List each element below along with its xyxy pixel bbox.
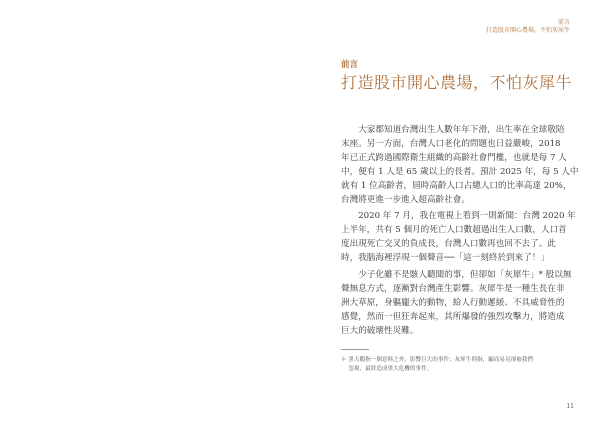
running-header-subtitle: 打造股市開心農場，不怕灰犀牛 xyxy=(485,27,570,34)
chapter-title: 打造股市開心農場，不怕灰犀牛 xyxy=(341,73,573,92)
text-line: 洲大草原，身軀龐大的動物，給人行動遲緩、不具威脅性的 xyxy=(341,297,565,308)
footnote xyxy=(341,356,566,374)
text-line: 年已正式跨過國際衛生組織的高齡社會門檻，也就是每 7 人 xyxy=(341,152,567,163)
paragraph-1 xyxy=(341,124,579,207)
right-page xyxy=(300,0,600,426)
paragraph-2 xyxy=(341,210,576,266)
text-line: 少子化雖不是駭人聽聞的事，但卻如「灰犀牛」* 般以無 xyxy=(341,270,572,281)
text-line: 巨大的破壞性災難。 xyxy=(341,325,419,336)
text-line: 上半年，共有 5 個月的死亡人口數超過出生人口數，人口首 xyxy=(341,225,567,236)
running-header xyxy=(486,19,570,35)
page-number: 11 xyxy=(566,403,574,410)
text-line: 2020 年 7 月，我在電視上看到一則新聞：台灣 2020 年 xyxy=(341,211,576,222)
text-line: 大家都知道台灣出生人數年年下滑，出生率在全球敬陪 xyxy=(341,125,565,135)
footnote-divider xyxy=(341,349,369,350)
text-line: 中，便有 1 人是 65 歲以上的長者。預計 2025 年，每 5 人中 xyxy=(341,166,579,177)
text-line: 台灣將更進一步進入超高齡社會。 xyxy=(341,194,470,205)
text-line: 就有 1 位高齡者，屆時高齡人口占總人口的比率高達 20%， xyxy=(341,180,572,191)
text-line: 時，我腦海裡浮現一個聲音──「這一刻終於到來了！」 xyxy=(341,253,550,264)
text-line: 感覺，然而一但狂奔起來，其所爆發的強烈攻擊力，將造成 xyxy=(341,311,565,322)
text-line: 度出現死亡交叉的負成長，台灣人口數再也回不去了。此 xyxy=(341,239,556,250)
footnote-line: ＊ 黑天鵝指一個意料之外，影響巨大的事件；灰犀牛則指，顯而易見卻被我們 xyxy=(341,357,533,363)
running-header-section: 前言 xyxy=(557,19,570,26)
text-line: 聲無息方式，逐漸對台灣產生影響。灰犀牛是一種生長在非 xyxy=(341,283,565,294)
chapter-label: 前言 xyxy=(341,60,359,70)
footnote-line: 忽視，最終造成重大危機的事件。 xyxy=(341,366,433,372)
paragraph-3 xyxy=(341,269,572,339)
body-text xyxy=(341,124,579,342)
text-line: 末座。另一方面，台灣人口老化的問題也日益嚴峻，2018 xyxy=(341,138,561,149)
